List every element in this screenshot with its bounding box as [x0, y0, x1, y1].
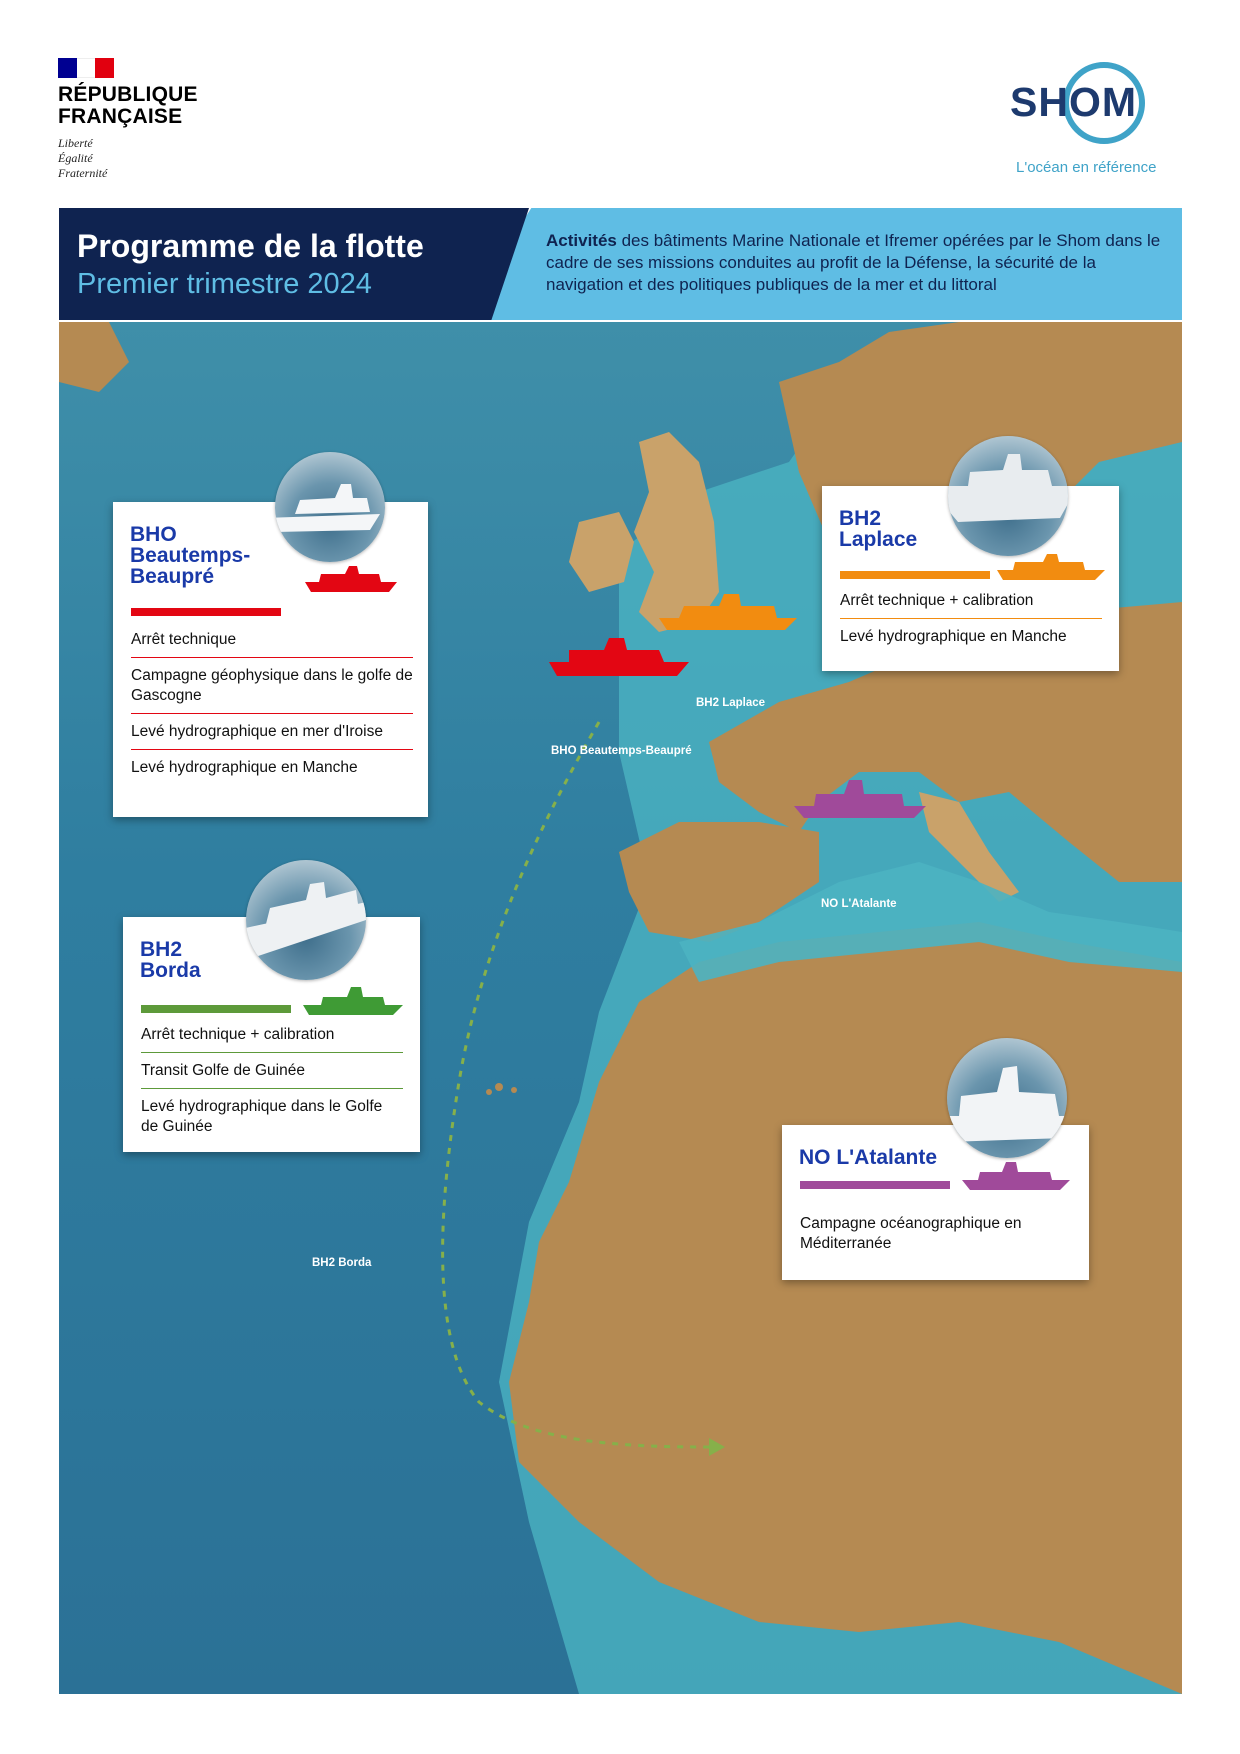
- laplace-photo: [948, 436, 1068, 556]
- page-title: Programme de la flotte: [77, 228, 424, 264]
- shom-tagline: L'océan en référence: [1016, 159, 1157, 176]
- title-banner: [59, 208, 1182, 320]
- card-bho-ship-icon: [305, 564, 397, 594]
- card-borda-ship-icon: [303, 985, 403, 1017]
- republique-francaise-logo: [58, 58, 218, 181]
- card-atalante-activities: [800, 1206, 1072, 1261]
- map-label-borda: BH2 Borda: [312, 1257, 372, 1269]
- card-bho-title-line2: Beautemps-: [130, 544, 251, 567]
- description-rest: des bâtiments Marine Nationale et Ifremer opérées par le Shom dans le cadre de ses missions conduites au profit de la Défense, la sécurité de la navigation et des politiques publiques de la mer et du littoral: [546, 231, 1161, 294]
- motto-fraternite: Fraternité: [58, 166, 108, 180]
- card-atalante-ship-icon: [962, 1160, 1072, 1192]
- land-ireland: [569, 512, 634, 592]
- card-bho-title-line3: Beaupré: [130, 565, 215, 588]
- card-bho-color-bar: [131, 608, 281, 616]
- card-bho-title-line1: BHO: [130, 523, 177, 546]
- borda-ship-photo-icon: [246, 860, 366, 980]
- activity-item: Arrêt technique: [131, 631, 237, 648]
- bho-ship-photo-icon: [275, 452, 385, 562]
- page-subtitle: Premier trimestre 2024: [77, 268, 372, 300]
- canary-islands: [495, 1083, 503, 1091]
- land-britain: [634, 432, 719, 632]
- card-laplace-ship-icon: [997, 552, 1107, 582]
- activity-item: Campagne océanographique en Méditerranée: [800, 1215, 1022, 1252]
- card-laplace-title-line2: Laplace: [839, 528, 918, 551]
- card-borda-activities: [141, 1017, 403, 1144]
- card-bho-title: [130, 524, 250, 587]
- card-atalante-title-line1: NO L'Atalante: [799, 1146, 938, 1169]
- card-borda-color-bar: [141, 1005, 291, 1013]
- borda-photo: [246, 860, 366, 980]
- card-bho-activities: [131, 622, 413, 785]
- motto-egalite: Égalité: [58, 151, 93, 165]
- activity-item: Levé hydrographique en Manche: [131, 749, 413, 785]
- republique-motto: [58, 136, 218, 181]
- activity-item: Levé hydrographique en Manche: [840, 618, 1102, 654]
- french-flag-icon: [58, 58, 114, 78]
- card-borda-title-line1: BH2: [140, 938, 183, 961]
- activity-item: Arrêt technique + calibration: [840, 592, 1034, 609]
- card-atalante-color-bar: [800, 1181, 950, 1189]
- land-greenland-corner: [59, 322, 129, 392]
- description-lead: Activités: [546, 231, 617, 250]
- map-label-bho: BHO Beautemps-Beaupré: [551, 745, 692, 757]
- laplace-ship-photo-icon: [948, 436, 1068, 556]
- card-atalante-title: [799, 1147, 937, 1168]
- bho-photo: [275, 452, 385, 562]
- activity-item: Transit Golfe de Guinée: [141, 1052, 403, 1088]
- activity-item: Levé hydrographique dans le Golfe de Guinée: [141, 1088, 403, 1144]
- motto-liberte: Liberté: [58, 136, 93, 150]
- card-laplace-title: [839, 508, 917, 550]
- card-bho: [113, 502, 428, 817]
- card-atalante: [782, 1125, 1089, 1280]
- shom-logo: [1010, 55, 1185, 185]
- activity-item: Arrêt technique + calibration: [141, 1026, 335, 1043]
- atalante-photo: [947, 1038, 1067, 1158]
- republique-name: [58, 84, 218, 128]
- atalante-ship-photo-icon: [947, 1038, 1067, 1158]
- card-borda-title-line2: Borda: [140, 959, 201, 982]
- activity-item: Levé hydrographique en mer d'Iroise: [131, 713, 413, 749]
- card-laplace-color-bar: [840, 571, 990, 579]
- banner-description: [546, 230, 1171, 296]
- map-label-atalante: NO L'Atalante: [821, 898, 897, 910]
- activity-item: Campagne géophysique dans le golfe de Gascogne: [131, 657, 413, 713]
- shom-wordmark: SHOM: [1010, 79, 1137, 125]
- republique-line1: RÉPUBLIQUE: [58, 83, 198, 106]
- card-laplace-activities: [840, 583, 1102, 654]
- card-borda-title: [140, 939, 201, 981]
- map-label-laplace: BH2 Laplace: [696, 697, 766, 709]
- republique-line2: FRANÇAISE: [58, 105, 183, 128]
- card-laplace-title-line1: BH2: [839, 507, 882, 530]
